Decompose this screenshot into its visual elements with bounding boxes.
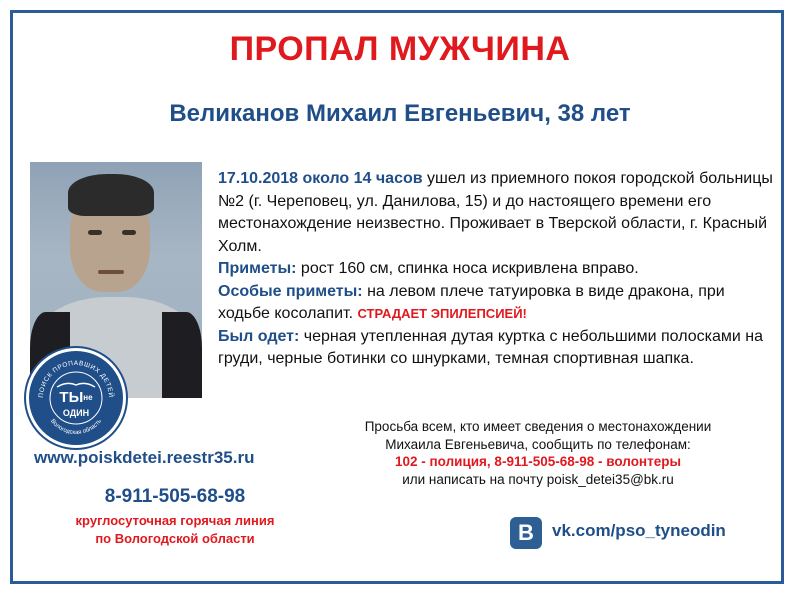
appeal-block — [318, 418, 758, 488]
special-signs-label: Особые приметы: — [218, 282, 363, 300]
person-name: Великанов Михаил Евгеньевич, 38 лет — [169, 100, 631, 127]
appeal-line-2: Михаила Евгеньевича, сообщить по телефонам: — [385, 436, 691, 452]
hotline-caption-line1: круглосуточная горячая линия — [75, 513, 275, 528]
signs-text: рост 160 см, спинка носа искривлена вправо. — [296, 260, 639, 277]
description — [218, 168, 778, 371]
headline: ПРОПАЛ МУЖЧИНА — [229, 30, 571, 68]
clothes-label: Был одет: — [218, 327, 300, 345]
svg-text:Вологодская область — [49, 418, 103, 436]
poisk-detei-logo-icon — [26, 348, 126, 448]
hotline-caption — [30, 512, 320, 548]
logo-word-main: ТЫ — [59, 389, 84, 406]
logo-ring-bottom: Вологодская область — [49, 418, 103, 437]
logo-ring-top: ПОИСК ПРОПАВШИХ ДЕТЕЙ — [37, 359, 115, 399]
hotline-caption-line2: по Вологодской области — [95, 531, 255, 546]
missing-date-time: 17.10.2018 около 14 часов — [218, 170, 423, 187]
website-link[interactable]: www.poiskdetei.reestr35.ru — [34, 448, 255, 467]
vk-icon[interactable]: B — [510, 517, 542, 549]
hotline-phone[interactable]: 8-911-505-68-98 — [104, 486, 246, 507]
logo-word-small: не — [83, 393, 93, 402]
appeal-contacts: 102 - полиция, 8-911-505-68-98 - волонтеры — [395, 454, 681, 469]
logo-word-bottom: ОДИН — [62, 408, 90, 418]
signs-label: Приметы: — [218, 260, 297, 277]
vk-link[interactable]: vk.com/pso_tyneodin — [552, 521, 726, 540]
appeal-email[interactable]: или написать на почту poisk_detei35@bk.ru — [402, 471, 674, 487]
epilepsy-warning: СТРАДАЕТ ЭПИЛЕПСИЕЙ! — [357, 306, 527, 321]
vk-block[interactable] — [510, 517, 770, 551]
description-text: ушел из приемного покоя городской больницы №2 (г. Череповец, ул. Данилова, 15) и до настоящего времени его местонахождение неизвестно. Проживает в Тверской области, г. Красный Холм. — [218, 170, 773, 255]
clothes-text: черная утепленная дутая куртка с небольшими полосками на груди, черные ботинки со шнурками, темная спортивная шапка. — [218, 327, 763, 367]
special-signs-text: на левом плече татуировка в виде дракона, при ходьбе косолапит. — [218, 282, 725, 322]
logo-word — [29, 391, 123, 420]
appeal-line-1: Просьба всем, кто имеет сведения о местонахождении — [364, 419, 712, 434]
